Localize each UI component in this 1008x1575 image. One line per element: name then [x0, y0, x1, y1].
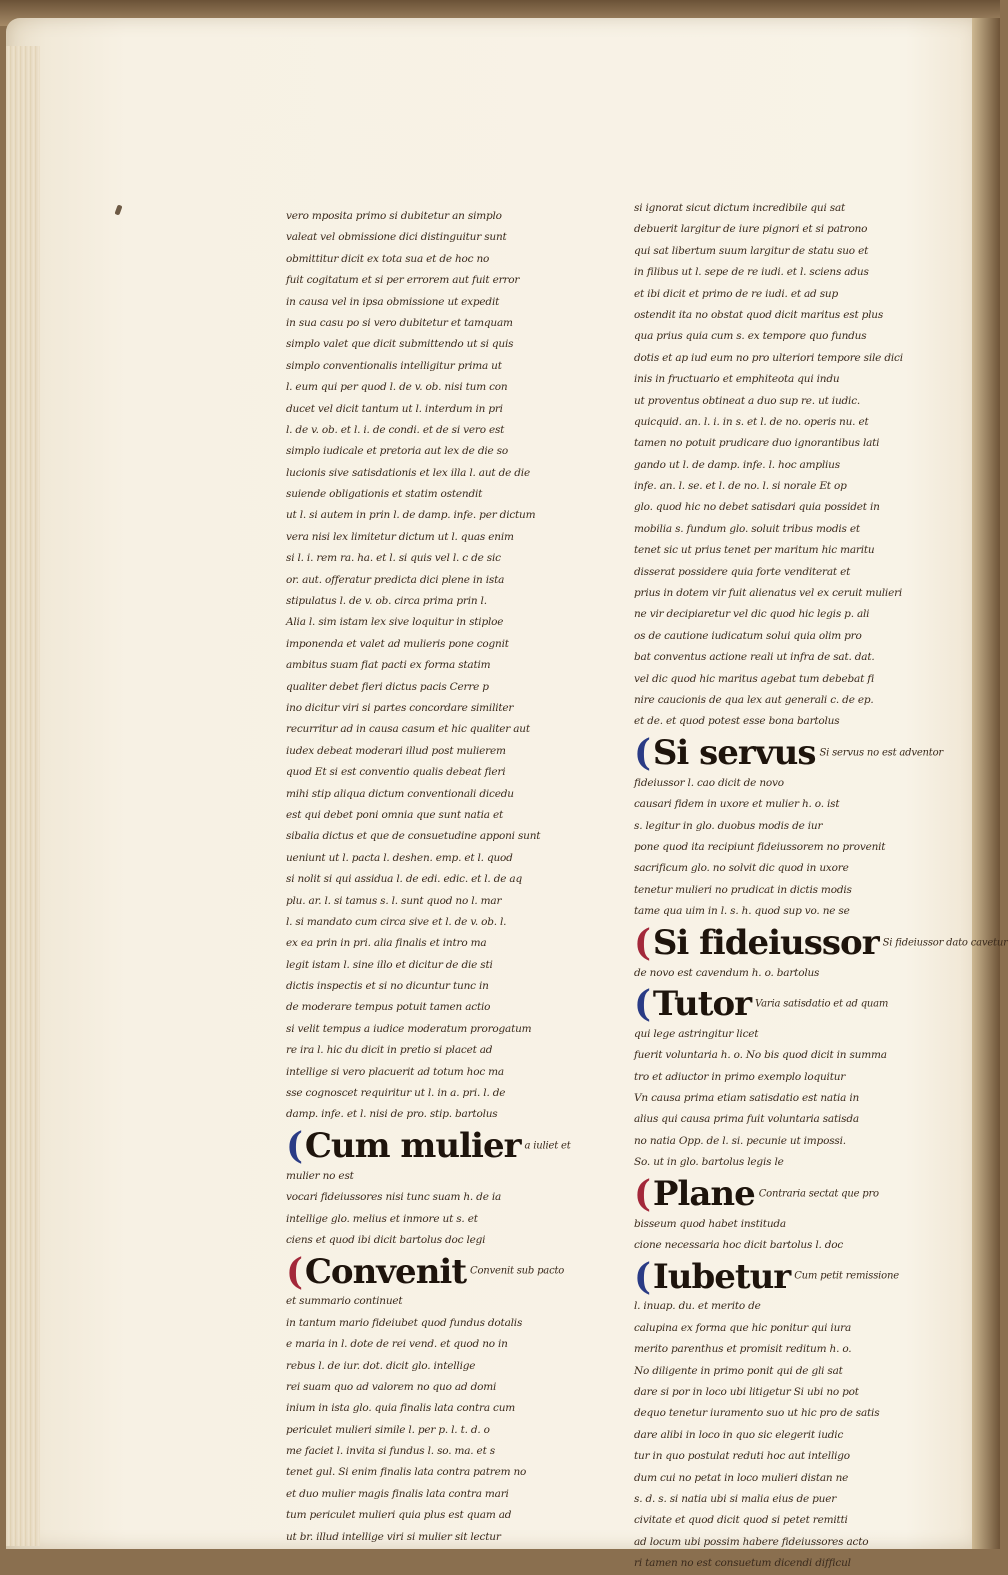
text-line: Vn causa prima etiam satisdatio est natia in	[634, 1092, 860, 1105]
text-line: periculet mulieri simile l. per p. l. t. d. o	[286, 1423, 490, 1436]
text-line: calupina ex forma que hic ponitur qui iura	[634, 1321, 852, 1334]
text-line: l. inuap. du. et merito de	[634, 1300, 761, 1313]
text-line: iudex debeat moderari illud post mulierem	[286, 744, 506, 757]
text-line: ut br. illud intellige viri si mulier sit lectur	[286, 1530, 501, 1543]
right-paragraph-tutor	[634, 1024, 910, 1174]
text-line: gando ut l. de damp. infe. l. hoc amplius	[634, 458, 840, 471]
text-line: vel dic quod hic maritus agebat tum debebat fi	[634, 672, 875, 685]
left-paragraph-alia	[286, 612, 568, 1125]
text-line: quod Et si est conventio qualis debeat fieri	[286, 766, 506, 779]
text-line: tenet sic ut prius tenet per maritum hic maritu	[634, 544, 875, 557]
text-line: dictis inspectis et si no dicuntur tunc in	[286, 980, 489, 993]
heading-word: Iubetur	[652, 1256, 791, 1297]
blue-initial-icon: (	[634, 983, 651, 1026]
text-line: Alia l. sim istam lex sive loquitur in stiploe	[286, 616, 504, 629]
text-line: dequo tenetur iuramento suo ut hic pro de satis	[634, 1407, 880, 1420]
text-line: simplo conventionalis intelligitur prima ut	[286, 359, 502, 372]
heading-tail: Contraria sectat que pro	[758, 1188, 879, 1200]
text-line: si ignorat sicut dictum incredibile qui sat	[634, 202, 846, 214]
text-line: in causa vel in ipsa obmissione ut expedit	[286, 295, 500, 308]
text-line: merito parenthus et promisit reditum h. o.	[634, 1343, 852, 1356]
heading-iubetur	[634, 1256, 910, 1296]
right-paragraph-1	[634, 198, 910, 733]
text-line: tur in quo postulat reduti hoc aut intelligo	[634, 1450, 850, 1463]
text-line: dare alibi in loco in quo sic elegerit iudic	[634, 1428, 844, 1441]
text-line: in sua casu po si vero dubitetur et tamquam	[286, 316, 513, 329]
text-line: simplo iudicale et pretoria aut lex de die so	[286, 445, 508, 458]
text-line: mobilia s. fundum glo. soluit tribus modis et	[634, 522, 860, 535]
text-line: causari fidem in uxore et mulier h. o. ist	[634, 798, 840, 811]
text-line: tenetur mulieri no prudicat in dictis modis	[634, 883, 852, 896]
heading-tail: Cum petit remissione	[794, 1270, 899, 1282]
text-line: s. d. s. si natia ubi si malia eius de puer	[634, 1492, 837, 1505]
text-line: si l. i. rem ra. ha. et l. si quis vel l. c de sic	[286, 552, 501, 565]
text-line: tame qua uim in l. s. h. quod sup vo. ne se	[634, 905, 850, 918]
heading-tail: Varia satisdatio et ad quam	[755, 998, 889, 1010]
heading-tail: Si servus no est adventor	[819, 747, 944, 759]
text-line: ad locum ubi possim habere fideiussores acto	[634, 1535, 869, 1548]
text-line: re ira l. hic du dicit in pretio si placet ad	[286, 1044, 493, 1057]
text-line: qui sat libertum suum largitur de statu suo et	[634, 244, 869, 257]
heading-tail: Si fideiussor dato cavetur	[882, 937, 1008, 948]
left-text-column	[286, 206, 571, 1548]
text-line: nire caucionis de qua lex aut generali c. de ep.	[634, 693, 874, 706]
text-line: fuerit voluntaria h. o. No bis quod dicit in summa	[634, 1049, 887, 1062]
text-line: me faciet l. invita si fundus l. so. ma. et s	[286, 1445, 495, 1458]
text-line: ino dicitur viri si partes concordare similiter	[286, 701, 514, 714]
text-line: sse cognoscet requiritur ut l. in a. pri. l. de	[286, 1087, 506, 1100]
text-line: l. eum qui per quod l. de v. ob. nisi tum con	[286, 381, 508, 394]
text-line: rebus l. de iur. dot. dicit glo. intellige	[286, 1359, 476, 1372]
heading-si-servus	[634, 732, 944, 775]
text-line: bat conventus actione reali ut infra de sat. dat.	[634, 651, 875, 664]
text-line: de novo est cavendum h. o. bartolus	[634, 966, 820, 979]
text-line: et de. et quod potest esse bona bartolus	[634, 715, 840, 728]
text-line: si nolit si qui assidua l. de edi. edic. et l. de aq	[286, 873, 522, 886]
text-line: imponenda et valet ad mulieris pone cognit	[286, 637, 509, 650]
text-line: tamen no potuit prudicare duo ignorantibus lati	[634, 437, 880, 450]
text-line: s. legitur in glo. duobus modis de iur	[634, 819, 823, 832]
text-line: suiende obligationis et statim ostendit	[286, 488, 483, 501]
text-line: debuerit largitur de iure pignori et si patrono	[634, 223, 868, 236]
heading-word: Cum mulier	[304, 1126, 521, 1167]
text-line: no natia Opp. de l. si. pecunie ut impossi.	[634, 1134, 846, 1147]
text-line: tenet gul. Si enim finalis lata contra patrem no	[286, 1466, 527, 1479]
text-line: qui lege astringitur licet	[634, 1027, 759, 1040]
text-line: ciens et quod ibi dicit bartolus doc legi	[286, 1233, 486, 1246]
text-line: in tantum mario fideiubet quod fundus dotalis	[286, 1316, 523, 1329]
blue-initial-icon: (	[634, 732, 651, 775]
text-line: est qui debet poni omnia que sunt natia et	[286, 808, 504, 821]
text-line: tro et adiuctor in primo exemplo loquitur	[634, 1070, 846, 1083]
text-line: glo. quod hic no debet satisdari quia possidet in	[634, 501, 880, 514]
text-line: de moderare tempus potuit tamen actio	[286, 1001, 491, 1014]
text-line: prius in dotem vir fuit alienatus vel ex ceruit mulieri	[634, 587, 903, 600]
text-line: sibalia dictus et que de consuetudine apponi sunt	[286, 830, 541, 843]
right-paragraph-iubetur	[634, 1296, 910, 1574]
page-edges	[6, 46, 40, 1546]
text-line: mulier no est	[286, 1169, 354, 1182]
text-line: rei suam quo ad valorem no quo ad domi	[286, 1380, 497, 1393]
text-line: et ibi dicit et primo de re iudi. et ad sup	[634, 287, 838, 300]
right-paragraph-plane	[634, 1214, 910, 1257]
text-line: os de cautione iudicatum solui quia olim pro	[634, 629, 862, 642]
text-line: vera nisi lex limitetur dictum ut l. quas enim	[286, 530, 514, 543]
text-line: ostendit ita no obstat quod dicit maritus est plus	[634, 308, 884, 321]
text-line: ambitus suam fiat pacti ex forma statim	[286, 659, 491, 672]
text-line: vero mposita primo si dubitetur an simplo	[286, 210, 502, 222]
text-line: ut l. si autem in prin l. de damp. infe. per dictum	[286, 509, 536, 522]
left-paragraph-cum-mulier	[286, 1166, 568, 1252]
text-line: qua prius quia cum s. ex tempore quo fundus	[634, 330, 867, 343]
text-line: tum periculet mulieri quia plus est quam ad	[286, 1509, 512, 1522]
text-line: ex ea prin in pri. alia finalis et intro ma	[286, 937, 487, 950]
text-line: inis in fructuario et emphiteota qui indu	[634, 373, 840, 386]
heading-plane	[634, 1174, 910, 1214]
red-initial-icon: (	[634, 922, 651, 964]
heading-tail: a iuliet et	[524, 1140, 571, 1152]
red-initial-icon: (	[634, 1173, 651, 1216]
red-initial-icon: (	[286, 1250, 303, 1293]
binding-right-edge	[972, 18, 1000, 1549]
text-line: vocari fideiussores nisi tunc suam h. de ia	[286, 1191, 502, 1204]
text-line: legit istam l. sine illo et dicitur de die sti	[286, 958, 493, 971]
heading-word: Si servus	[652, 733, 816, 774]
text-line: dotis et ap iud eum no pro ulteriori tempore sile dici	[634, 351, 903, 364]
text-line: mihi stip aliqua dictum conventionali dicedu	[286, 787, 514, 800]
text-line: damp. infe. et l. nisi de pro. stip. bartolus	[286, 1108, 498, 1121]
text-line: et summario continuet	[286, 1295, 403, 1308]
text-line: valeat vel obmissione dici distinguitur sunt	[286, 231, 507, 244]
heading-word: Si fideiussor	[652, 923, 879, 963]
text-line: ne vir decipiaretur vel dic quod hic legis p. ali	[634, 608, 870, 621]
text-line: stipulatus l. de v. ob. circa prima prin l.	[286, 595, 487, 608]
text-line: l. de v. ob. et l. i. de condi. et de si vero est	[286, 423, 505, 436]
text-line: obmittitur dicit ex tota sua et de hoc no	[286, 252, 490, 265]
text-line: l. si mandato cum circa sive et l. de v. ob. l.	[286, 915, 507, 928]
text-line: inium in ista glo. quia finalis lata contra cum	[286, 1402, 516, 1415]
text-line: bisseum quod habet instituda	[634, 1217, 786, 1230]
text-line: infe. an. l. se. et l. de no. l. si norale Et op	[634, 480, 847, 493]
left-paragraph-1	[286, 206, 568, 612]
heading-tutor	[634, 984, 910, 1024]
heading-word: Convenit	[304, 1251, 467, 1292]
heading-convenit	[286, 1251, 568, 1291]
text-line: ducet vel dicit tantum ut l. interdum in pri	[286, 402, 503, 415]
text-line: fuit cogitatum et si per errorem aut fuit error	[286, 274, 520, 287]
text-line: disserat possidere quia forte venditerat et	[634, 565, 851, 578]
text-line: fideiussor l. cao dicit de novo	[634, 776, 784, 789]
text-line: cione necessaria hoc dicit bartolus l. doc	[634, 1239, 844, 1252]
heading-tail: Convenit sub pacto	[470, 1265, 565, 1277]
text-line: et duo mulier magis finalis lata contra mari	[286, 1487, 509, 1500]
text-line: simplo valet que dicit submittendo ut si quis	[286, 338, 514, 351]
text-line: ut proventus obtineat a duo sup re. ut iudic.	[634, 394, 861, 407]
text-line: lucionis sive satisdationis et lex illa l. aut de die	[286, 466, 530, 479]
left-paragraph-convenit	[286, 1291, 568, 1548]
blue-initial-icon: (	[634, 1255, 651, 1298]
text-line: intellige si vero placuerit ad totum hoc ma	[286, 1065, 504, 1078]
text-line: sacrificum glo. no solvit dic quod in uxore	[634, 862, 849, 875]
text-line: alius qui causa prima fuit voluntaria satisda	[634, 1113, 859, 1126]
right-text-column	[634, 198, 1008, 1574]
text-line: pone quod ita recipiunt fideiussorem no provenit	[634, 840, 886, 853]
text-line: in filibus ut l. sepe de re iudi. et l. sciens adus	[634, 266, 869, 279]
heading-word: Tutor	[652, 984, 752, 1025]
text-line: dum cui no petat in loco mulieri distan ne	[634, 1471, 849, 1484]
heading-cum-mulier	[286, 1125, 571, 1168]
text-line: plu. ar. l. si tamus s. l. sunt quod no l. mar	[286, 894, 502, 907]
text-line: So. ut in glo. bartolus legis le	[634, 1156, 784, 1169]
text-line: or. aut. offeratur predicta dici plene in ista	[286, 573, 505, 586]
text-line: e maria in l. dote de rei vend. et quod no in	[286, 1338, 508, 1351]
right-paragraph-si-servus	[634, 773, 910, 923]
text-line: ueniunt ut l. pacta l. deshen. emp. et l. quod	[286, 851, 513, 864]
text-line: recurritur ad in causa casum et hic qualiter aut	[286, 723, 530, 736]
blue-initial-icon: (	[286, 1125, 303, 1168]
text-line: qualiter debet fieri dictus pacis Cerre p	[286, 680, 489, 693]
heading-word: Plane	[652, 1174, 755, 1215]
text-line: civitate et quod dicit quod si petet remitti	[634, 1514, 848, 1527]
text-line: ri tamen no est consuetum dicendi difficul	[634, 1557, 851, 1570]
heading-si-fideiussor	[634, 922, 1008, 964]
text-line: si velit tempus a iudice moderatum prorogatum	[286, 1022, 532, 1035]
text-line: quicquid. an. l. i. in s. et l. de no. operis nu. et	[634, 415, 869, 428]
text-line: No diligente in primo ponit qui de gli sat	[634, 1364, 843, 1377]
text-line: dare si por in loco ubi litigetur Si ubi no pot	[634, 1385, 859, 1398]
text-line: intellige glo. melius et inmore ut s. et	[286, 1212, 478, 1225]
